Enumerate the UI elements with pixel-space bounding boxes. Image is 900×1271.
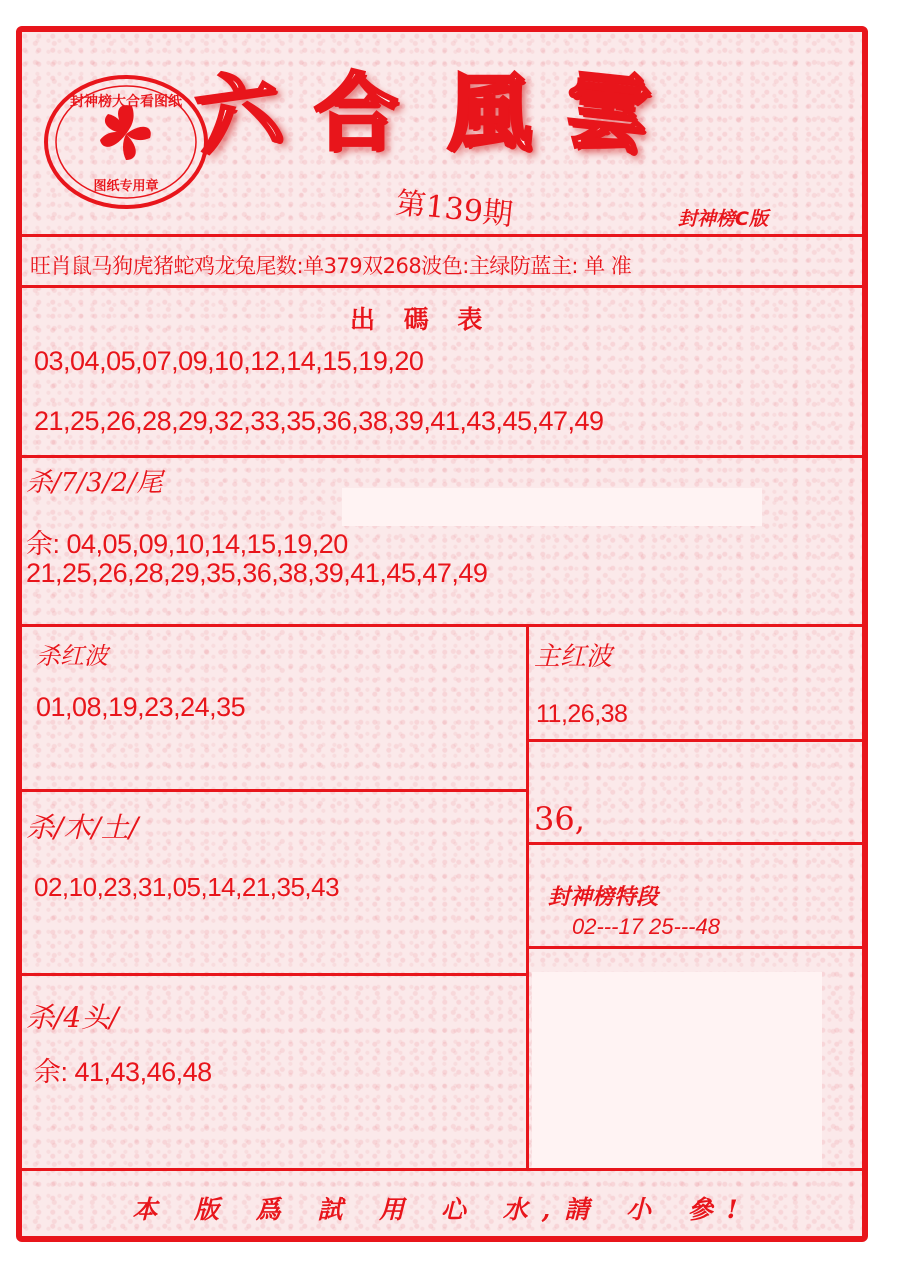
kill-tail-remain-1: 余: 04,05,09,10,14,15,19,20 xyxy=(26,529,348,559)
blank-area xyxy=(342,488,762,526)
divider xyxy=(22,973,528,976)
stamp-bottom-text: 图纸专用章 xyxy=(93,179,159,194)
kill-red-numbers: 01,08,19,23,24,35 xyxy=(36,692,246,722)
kill-head-label: 杀/4头/ xyxy=(26,1001,119,1034)
kill-element-numbers: 02,10,23,31,05,14,21,35,43 xyxy=(34,872,340,902)
divider xyxy=(22,624,862,627)
main-title xyxy=(189,46,655,168)
title-char-1: 六 xyxy=(189,57,287,168)
divider xyxy=(22,789,528,792)
divider xyxy=(528,739,862,742)
title-char-2: 合 xyxy=(314,63,399,162)
divider xyxy=(528,946,862,949)
edition-label: 封神榜C版 xyxy=(678,208,768,230)
divider xyxy=(22,285,862,288)
kill-red-label: 杀红波 xyxy=(36,642,108,670)
issue-number: 第139期 xyxy=(394,185,515,234)
special-segment-values: 02---17 25---48 xyxy=(572,914,720,939)
single-pick: 36, xyxy=(534,800,585,838)
kill-tail-remain-2: 21,25,26,28,29,35,36,38,39,41,45,47,49 xyxy=(26,558,488,588)
kill-head-remain: 余: 41,43,46,48 xyxy=(34,1057,212,1087)
info-line: 旺肖鼠马狗虎猪蛇鸡龙兔尾数:单379双268波色:主绿防蓝主: 单 准 xyxy=(30,254,632,278)
special-segment-label: 封神榜特段 xyxy=(548,885,659,910)
title-char-3: 風 xyxy=(447,63,532,162)
blank-area xyxy=(532,972,822,1168)
main-red-numbers: 11,26,38 xyxy=(536,700,628,728)
code-line-2: 21,25,26,28,29,32,33,35,36,38,39,41,43,45,47,49 xyxy=(34,406,604,436)
divider xyxy=(22,1168,862,1171)
kill-tail-label: 杀/7/3/2/尾 xyxy=(26,468,163,498)
column-divider xyxy=(526,624,529,1170)
code-table-title: 出 碼 表 xyxy=(350,305,493,334)
kill-element-label: 杀/木/土/ xyxy=(26,811,139,844)
title-char-4: 雲 xyxy=(560,58,655,167)
stamp-ring-text: 封神榜大合看图纸 xyxy=(70,94,182,110)
divider xyxy=(528,842,862,845)
main-red-label: 主红波 xyxy=(534,642,613,672)
divider xyxy=(22,455,862,458)
divider xyxy=(22,234,862,237)
code-line-1: 03,04,05,07,09,10,12,14,15,19,20 xyxy=(34,346,424,376)
footer-note: 本 版 爲 試 用 心 水,請 小 參! xyxy=(132,1195,752,1224)
seal-stamp xyxy=(42,72,212,212)
flower-icon xyxy=(100,105,151,160)
